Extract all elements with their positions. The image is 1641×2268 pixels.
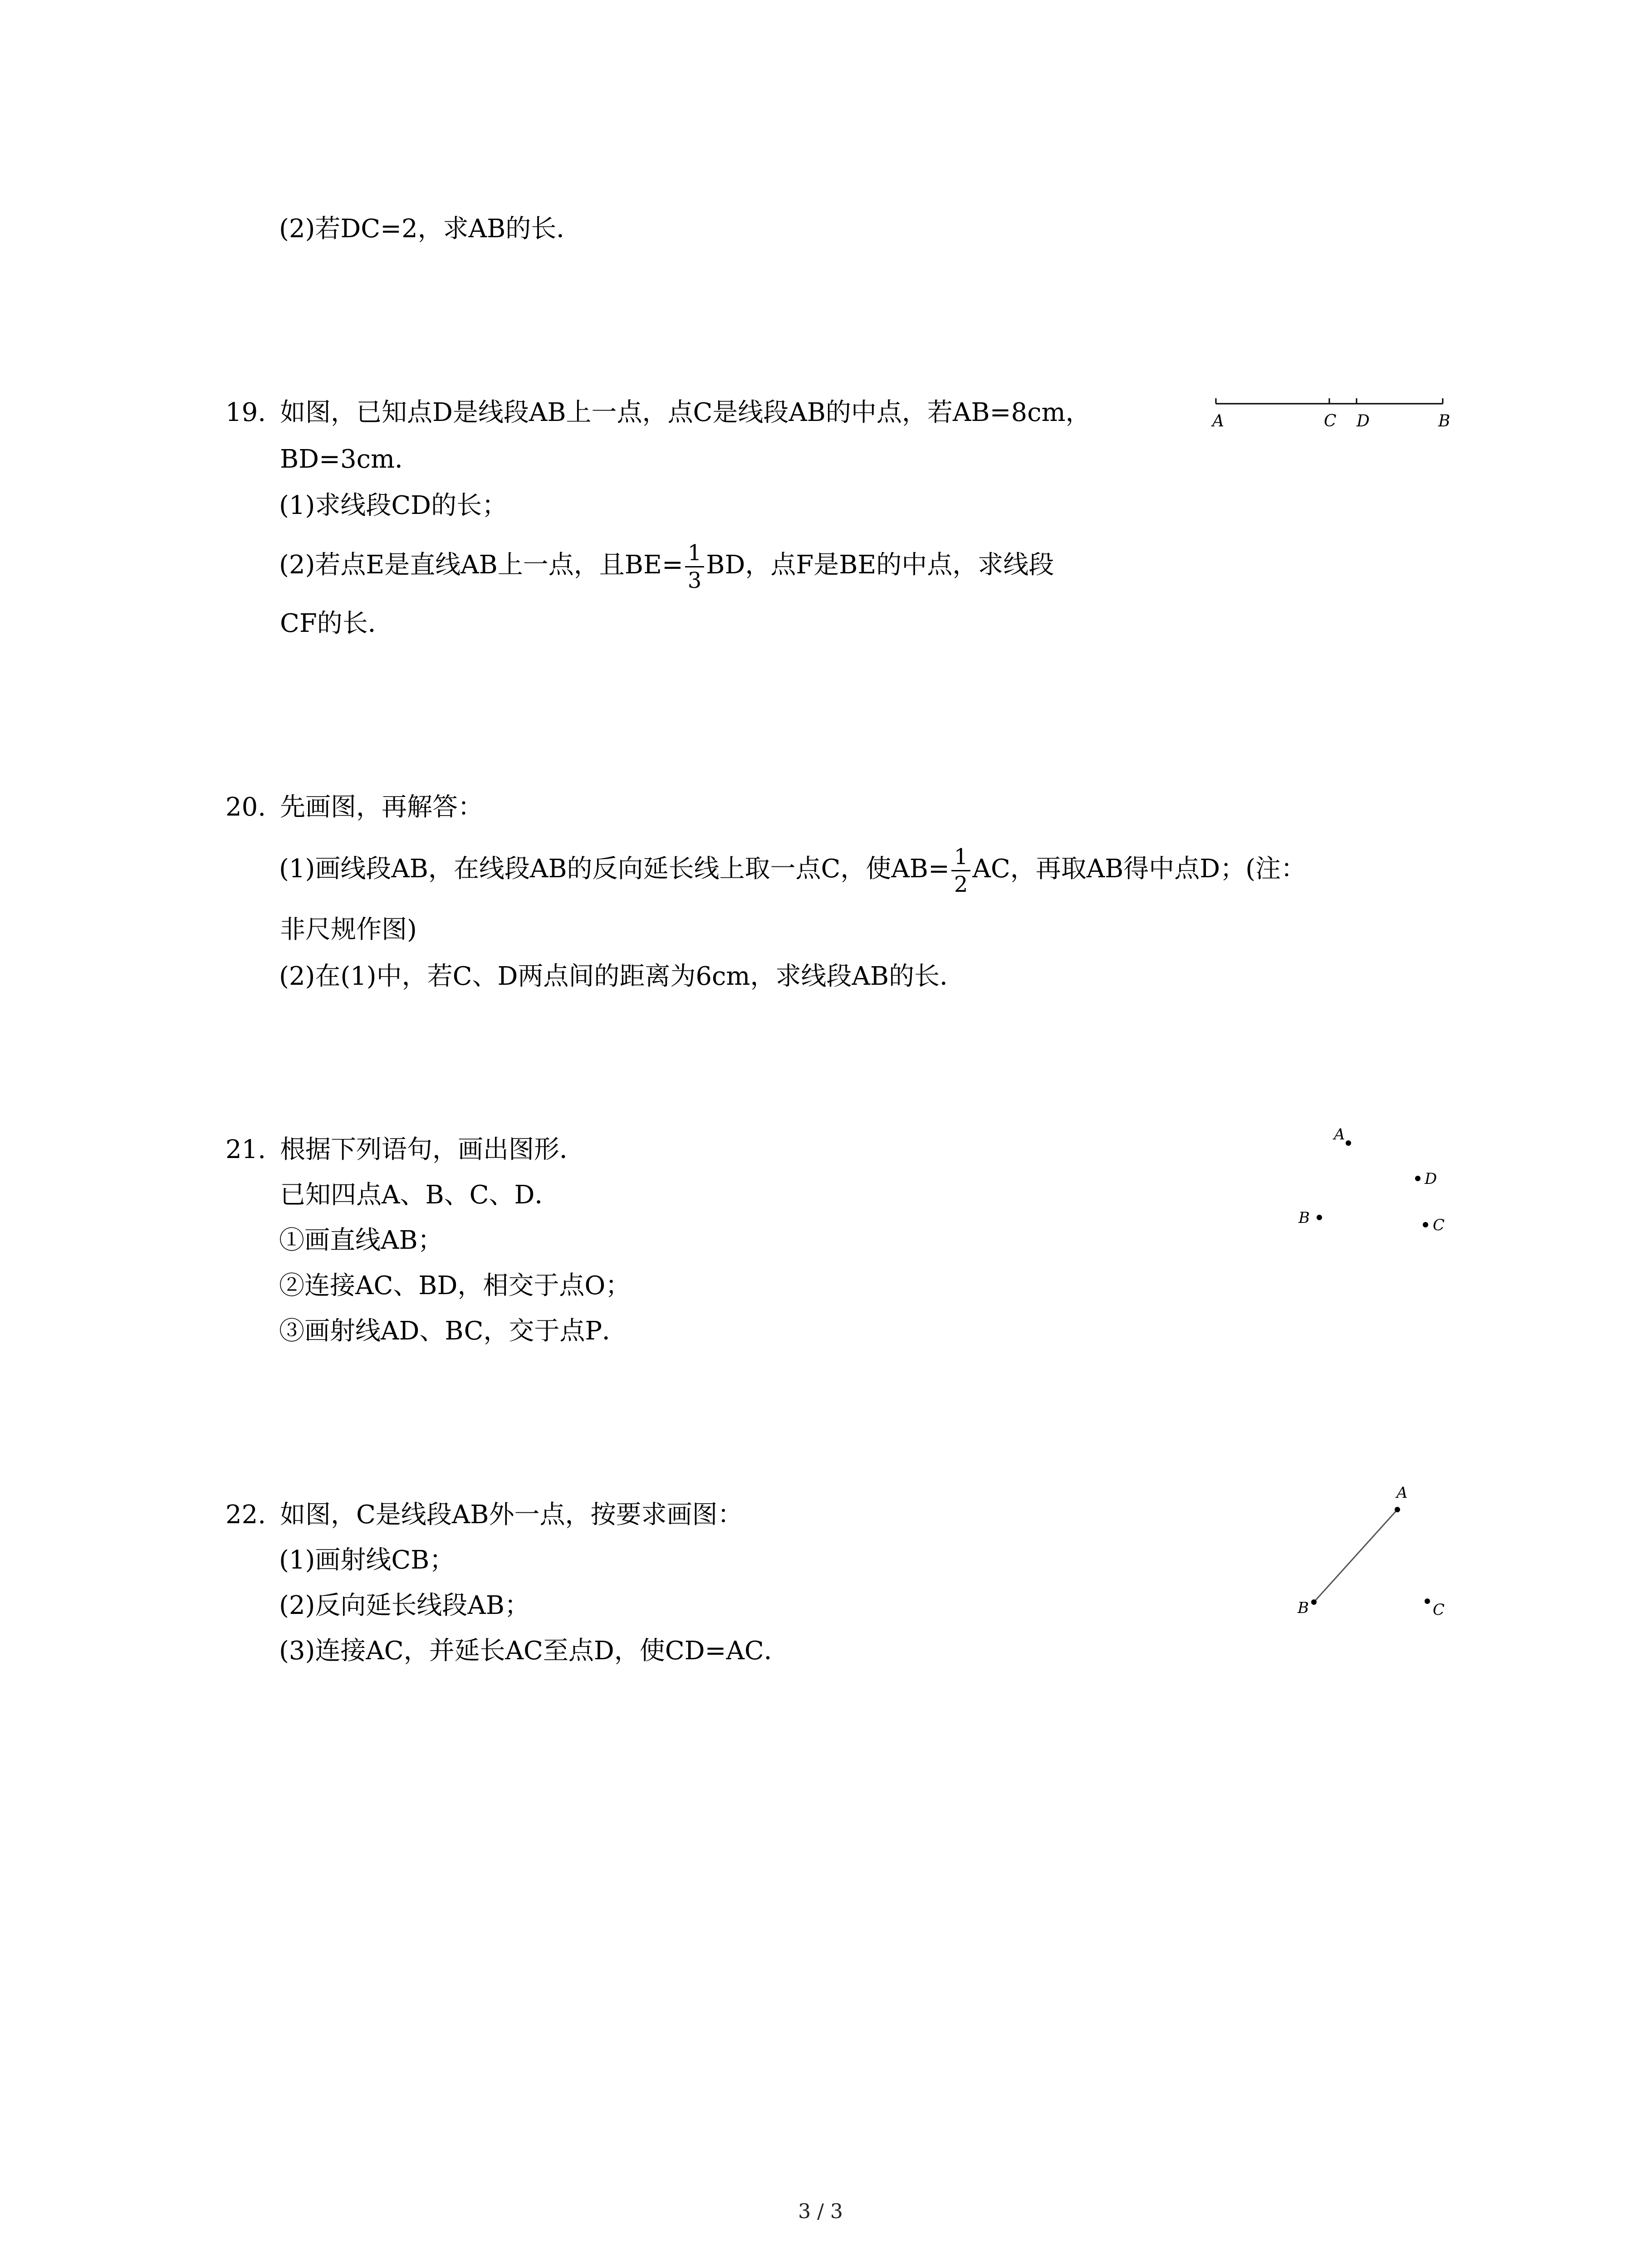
q21-step1: ①画直线AB； bbox=[279, 1226, 443, 1255]
q19-part2-before: (2)若点E是直线AB上一点，且BE= bbox=[279, 550, 683, 580]
q21-label-a: A bbox=[1334, 1125, 1345, 1144]
q19-figure-label-c: C bbox=[1324, 412, 1337, 430]
q21-number: 21. bbox=[225, 1135, 266, 1164]
q19-part2-cont: CF的长． bbox=[280, 609, 393, 638]
q22-point-c bbox=[1425, 1598, 1430, 1604]
q19-figure-label-b: B bbox=[1438, 412, 1450, 430]
q20-part1-after: AC，再取AB得中点D；(注： bbox=[972, 854, 1307, 884]
q22-label-b: B bbox=[1298, 1599, 1309, 1617]
q20-line1 bbox=[225, 792, 483, 823]
q22-text: 如图，C是线段AB外一点，按要求画图： bbox=[280, 1500, 743, 1530]
q20-part1-before: (1)画线段AB，在线段AB的反向延长线上取一点C，使AB= bbox=[279, 854, 950, 884]
q21-point-b bbox=[1317, 1215, 1322, 1220]
q21-line1 bbox=[225, 1134, 585, 1166]
q21-text: 根据下列语句，画出图形． bbox=[280, 1135, 585, 1164]
q20-fraction-denominator: 2 bbox=[954, 872, 968, 897]
q19-text: 如图，已知点D是线段AB上一点，点C是线段AB的中点，若AB=8cm， bbox=[280, 398, 1091, 427]
q22-line1 bbox=[225, 1499, 743, 1531]
q22-label-c: C bbox=[1433, 1601, 1445, 1619]
q19-fraction bbox=[685, 540, 705, 594]
q18-part2: (2)若DC=2，求AB的长． bbox=[279, 214, 582, 244]
q20-number: 20. bbox=[225, 792, 266, 822]
q22-part3: (3)连接AC，并延长AC至点D，使CD=AC． bbox=[279, 1636, 789, 1666]
q20-fraction bbox=[951, 844, 971, 898]
q21-point-c bbox=[1423, 1222, 1428, 1227]
q20-text: 先画图，再解答： bbox=[280, 792, 483, 822]
q19-figure-label-a: A bbox=[1212, 412, 1224, 430]
q22-number: 22. bbox=[225, 1500, 266, 1530]
q22-figure-segment bbox=[1288, 1479, 1479, 1633]
q21-label-b: B bbox=[1298, 1209, 1310, 1227]
q21-label-c: C bbox=[1433, 1216, 1445, 1234]
q20-part2: (2)在(1)中，若C、D两点间的距离为6cm，求线段AB的长． bbox=[279, 962, 965, 991]
q22-part2: (2)反向延长线段AB； bbox=[279, 1591, 530, 1620]
q20-fraction-numerator: 1 bbox=[951, 844, 971, 871]
q19-line2: BD=3cm． bbox=[280, 445, 421, 474]
q21-point-d bbox=[1415, 1176, 1421, 1181]
q20-part1 bbox=[279, 844, 1306, 898]
q22-label-a: A bbox=[1396, 1484, 1408, 1502]
q19-part1: (1)求线段CD的长； bbox=[279, 491, 508, 520]
page-number: 3 / 3 bbox=[798, 2200, 843, 2223]
q19-line1 bbox=[225, 397, 1091, 429]
q21-line2: 已知四点A、B、C、D． bbox=[280, 1180, 560, 1210]
q21-step2: ②连接AC、BD，相交于点O； bbox=[279, 1271, 631, 1300]
q19-part2 bbox=[279, 540, 1054, 594]
q19-figure-segment bbox=[1207, 390, 1461, 440]
q21-step3: ③画射线AD、BC，交于点P． bbox=[279, 1316, 628, 1346]
q22-point-a bbox=[1395, 1507, 1400, 1512]
q21-figure-points bbox=[1288, 1116, 1479, 1243]
q22-part1: (1)画射线CB； bbox=[279, 1545, 455, 1575]
q20-part1-cont: 非尺规作图) bbox=[280, 915, 417, 944]
q19-part2-after: BD，点F是BE的中点，求线段 bbox=[706, 550, 1054, 580]
q21-label-d: D bbox=[1425, 1170, 1437, 1188]
q21-point-a bbox=[1346, 1140, 1351, 1146]
q19-figure-label-d: D bbox=[1357, 412, 1370, 430]
q22-point-b bbox=[1311, 1599, 1317, 1605]
q19-number: 19. bbox=[225, 398, 266, 427]
q19-fraction-denominator: 3 bbox=[687, 568, 702, 593]
q19-fraction-numerator: 1 bbox=[685, 540, 705, 567]
